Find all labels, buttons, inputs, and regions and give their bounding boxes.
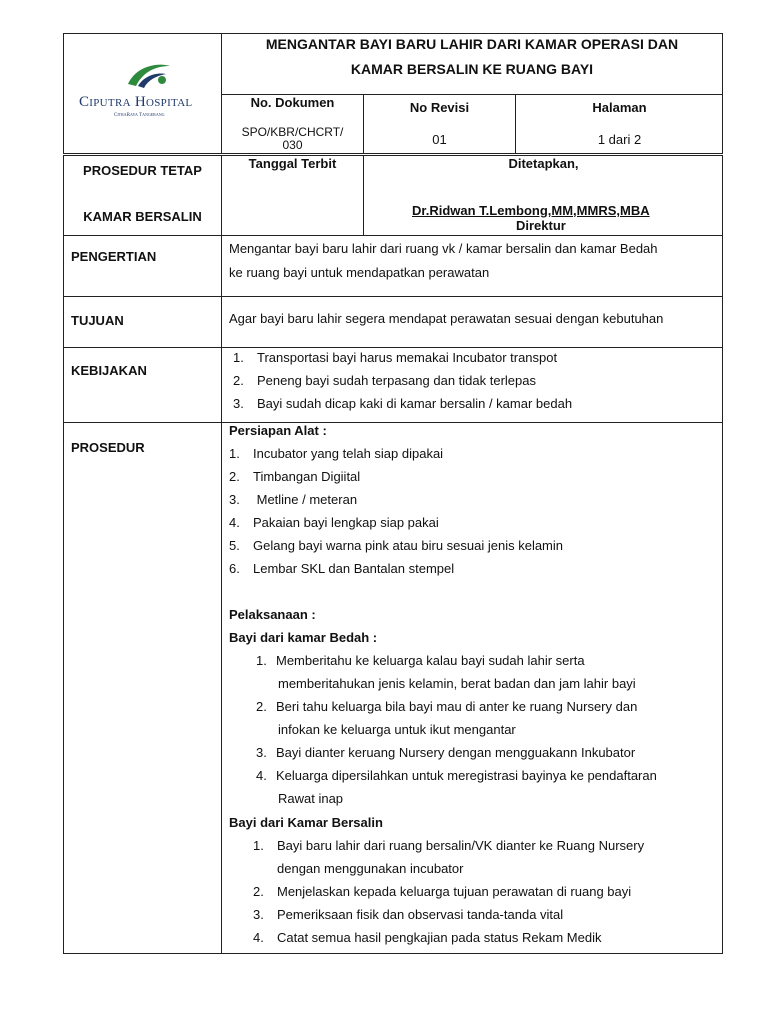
approver-title: Direktur [516, 218, 566, 233]
list-item: 2. Beri tahu keluarga bila bayi mau di anter ke ruang Nursery dan [256, 699, 638, 714]
revision-label: No Revisi [409, 100, 470, 115]
hospital-name: Ciputra Hospital [79, 94, 193, 110]
list-item: 3. Bayi dianter keruang Nursery dengan mengguakann Inkubator [256, 745, 636, 760]
list-item: Rawat inap [278, 791, 344, 806]
prosedur-tetap-label: PROSEDUR TETAP [83, 163, 202, 178]
list-item: 6. Lembar SKL dan Bantalan stempel [229, 561, 455, 576]
list-item: 1. Memberitahu ke keluarga kalau bayi sudah lahir serta [256, 653, 585, 668]
doc-number-value-2: 030 [282, 138, 303, 152]
pengertian-text-2: ke ruang bayi untuk mendapatkan perawatan [229, 265, 490, 280]
bersalin-list [253, 834, 644, 949]
list-item: 1. Transportasi bayi harus memakai Incubator transpot [233, 350, 558, 365]
list-item: 1. Incubator yang telah siap dipakai [229, 446, 444, 461]
list-item: 5. Gelang bayi warna pink atau biru sesuai jenis kelamin [229, 538, 564, 553]
revision-value: 01 [432, 132, 447, 147]
list-item: 4. Pakaian bayi lengkap siap pakai [229, 515, 439, 530]
hospital-subtitle: CitraRaya Tangerang [114, 113, 165, 118]
date-issued-label: Tanggal Terbit [248, 156, 337, 171]
row-divider-4 [63, 422, 723, 423]
row-divider-1 [63, 235, 723, 236]
prosedur-label: PROSEDUR [71, 440, 145, 455]
kebijakan-list [233, 346, 572, 415]
bedah-list [256, 649, 657, 810]
hospital-logo [74, 56, 214, 122]
tujuan-text: Agar bayi baru lahir segera mendapat perawatan sesuai dengan kebutuhan [229, 311, 664, 326]
pengertian-text-1: Mengantar bayi baru lahir dari ruang vk / kamar bersalin dan kamar Bedah [229, 241, 658, 256]
pelaksanaan-title: Pelaksanaan : [229, 607, 316, 622]
list-item: 3. Metline / meteran [229, 492, 358, 507]
persiapan-title: Persiapan Alat : [229, 423, 327, 438]
document-title-line1: MENGANTAR BAYI BARU LAHIR DARI KAMAR OPERASI DAN [265, 36, 679, 52]
approver-name: Dr.Ridwan T.Lembong,MM,MMRS,MBA [412, 203, 650, 218]
tujuan-label: TUJUAN [71, 313, 124, 328]
unit-label: KAMAR BERSALIN [83, 209, 202, 224]
list-item: infokan ke keluarga untuk ikut mengantar [278, 722, 516, 737]
approved-label: Ditetapkan, [508, 156, 579, 171]
page-value: 1 dari 2 [597, 132, 642, 147]
page-label: Halaman [592, 100, 647, 115]
list-item: 1. Bayi baru lahir dari ruang bersalin/VK dianter ke Ruang Nursery [253, 838, 645, 853]
label-column-divider [221, 155, 222, 954]
list-item: 3. Pemeriksaan fisik dan observasi tanda-tanda vital [253, 907, 564, 922]
row-divider-2 [63, 296, 723, 297]
document-title-line2: KAMAR BERSALIN KE RUANG BAYI [350, 61, 594, 77]
list-item: 2. Peneng bayi sudah terpasang dan tidak terlepas [233, 373, 536, 388]
persiapan-list [229, 442, 563, 580]
list-item: 2. Menjelaskan kepada keluarga tujuan perawatan di ruang bayi [253, 884, 632, 899]
list-item: 3. Bayi sudah dicap kaki di kamar bersalin / kamar bedah [233, 396, 573, 411]
logo-icon [118, 56, 178, 96]
kebijakan-label: KEBIJAKAN [71, 363, 147, 378]
doc-number-value-1: SPO/KBR/CHCRT/ [241, 125, 344, 139]
bersalin-title: Bayi dari Kamar Bersalin [229, 815, 383, 830]
bedah-title: Bayi dari kamar Bedah : [229, 630, 378, 645]
list-item: dengan menggunakan incubator [277, 861, 464, 876]
list-item: 4. Catat semua hasil pengkajian pada status Rekam Medik [253, 930, 602, 945]
list-item: 4. Keluarga dipersilahkan untuk meregistrasi bayinya ke pendaftaran [256, 768, 657, 783]
list-item: memberitahukan jenis kelamin, berat badan dan jam lahir bayi [278, 676, 636, 691]
doc-number-label: No. Dokumen [250, 95, 335, 110]
pengertian-label: PENGERTIAN [71, 249, 157, 264]
list-item: 2. Timbangan Digiital [229, 469, 361, 484]
